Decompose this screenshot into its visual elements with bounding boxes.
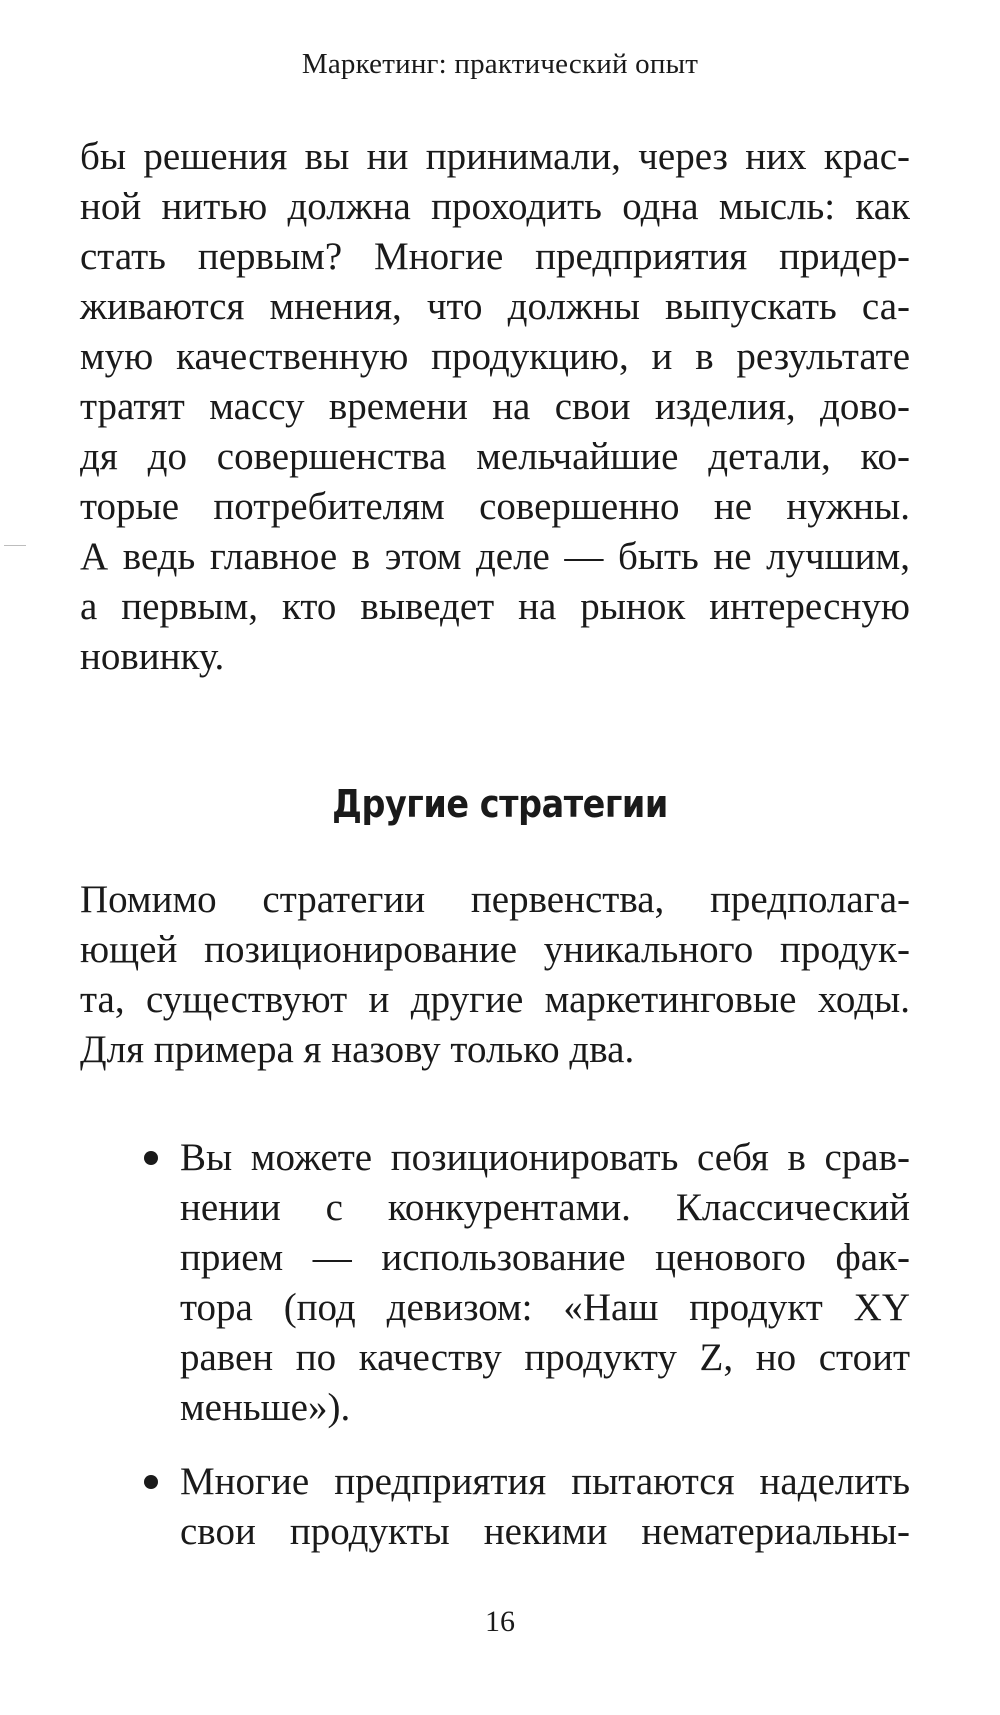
- section-heading: Другие стратегии: [332, 782, 668, 826]
- paragraph-1-line: новинку.: [80, 635, 225, 678]
- paragraph-2-line: та, существуют и другие маркетинговые ходы.: [80, 978, 910, 1021]
- paragraph-1-line: бы решения вы ни принимали, через них крас-: [80, 135, 910, 178]
- bullet-item: [80, 1457, 910, 1557]
- paragraph-1-line: живаются мнения, что должны выпускать са-: [80, 285, 910, 328]
- bullet-line: свои продукты некими нематериальны-: [180, 1510, 910, 1553]
- paragraph-1-line: а первым, кто выведет на рынок интересную: [80, 585, 910, 628]
- bullet-line: Многие предприятия пытаются наделить: [180, 1460, 910, 1503]
- paragraph-1-line: ной нитью должна проходить одна мысль: как: [80, 185, 910, 228]
- bullet-line: Вы можете позиционировать себя в срав-: [180, 1136, 910, 1179]
- paragraph-1-line: А ведь главное в этом деле — быть не лучшим,: [80, 535, 910, 578]
- paragraph-2-line: Помимо стратегии первенства, предполага-: [80, 878, 910, 921]
- paragraph-1-line: мую качественную продукцию, и в результате: [80, 335, 910, 378]
- paragraph-1-line: тратят массу времени на свои изделия, дово-: [80, 385, 910, 428]
- bullet-list: [80, 1133, 910, 1581]
- running-head: Маркетинг: практический опыт: [301, 48, 699, 80]
- paragraph-1: [80, 132, 910, 682]
- paragraph-1-line: стать первым? Многие предприятия придер-: [80, 235, 910, 278]
- bullet-item: [80, 1133, 910, 1433]
- bullet-line: прием — использование ценового фак-: [180, 1236, 910, 1279]
- bullet-line: нении с конкурентами. Классический: [180, 1186, 910, 1229]
- paragraph-2: [80, 875, 910, 1075]
- bullet-line: меньше»).: [180, 1386, 351, 1429]
- bullet-line: тора (под девизом: «Наш продукт XY: [180, 1286, 910, 1329]
- page-number: 16: [485, 1605, 515, 1638]
- bullet-line: равен по качеству продукту Z, но стоит: [180, 1336, 910, 1379]
- paragraph-2-line: Для примера я назову только два.: [80, 1028, 635, 1071]
- bullet-dot-icon: [144, 1475, 158, 1489]
- paragraph-2-line: ющей позиционирование уникального продук-: [80, 928, 910, 971]
- bullet-dot-icon: [144, 1151, 158, 1165]
- scan-edge-mark: [4, 545, 26, 546]
- paragraph-1-line: дя до совершенства мельчайшие детали, ко-: [80, 435, 910, 478]
- paragraph-1-line: торые потребителям совершенно не нужны.: [80, 485, 910, 528]
